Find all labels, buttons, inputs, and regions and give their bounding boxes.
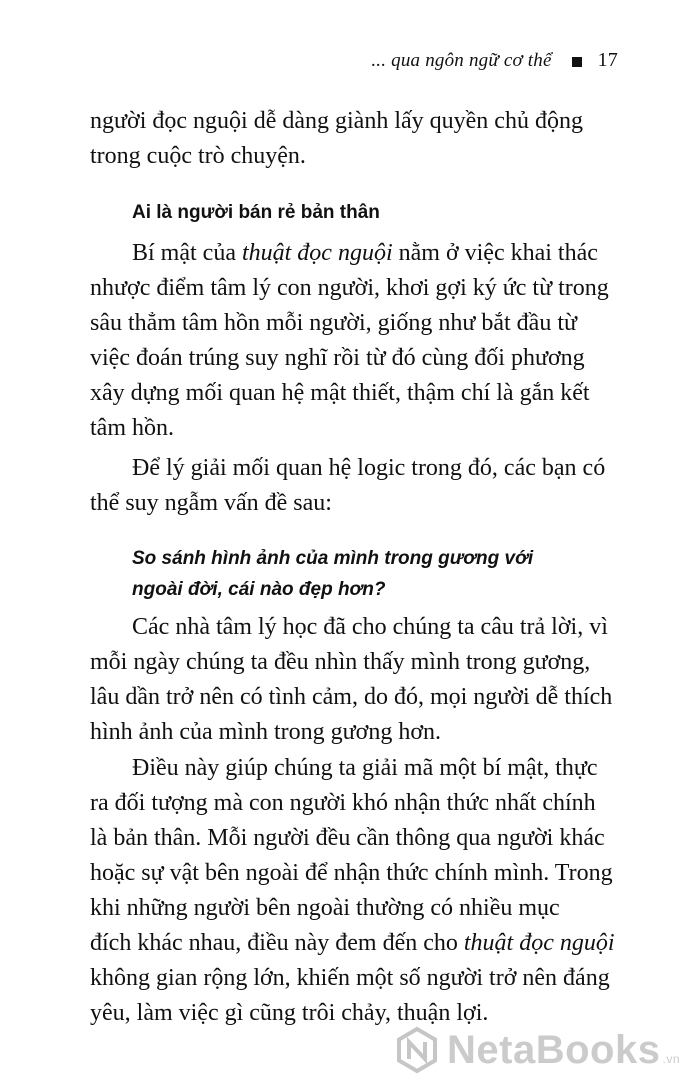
text-line bbox=[90, 236, 620, 271]
question-heading bbox=[132, 543, 533, 605]
running-header bbox=[371, 49, 618, 72]
netabooks-watermark bbox=[393, 1026, 680, 1074]
text-line: ra đối tượng mà con người khó nhận thức nhất chính bbox=[90, 790, 596, 816]
paragraph-3 bbox=[90, 451, 620, 521]
paragraph-5 bbox=[90, 751, 620, 1031]
netabooks-logo-icon bbox=[393, 1026, 441, 1074]
text-line: yêu, làm việc gì cũng trôi chảy, thuận lợi. bbox=[90, 1000, 489, 1026]
text-line: Để lý giải mối quan hệ logic trong đó, các bạn có bbox=[132, 455, 606, 481]
section-heading: Ai là người bán rẻ bản thân bbox=[132, 202, 380, 223]
text-span: Bí mật của bbox=[132, 240, 242, 266]
text-line: việc đoán trúng suy nghĩ rồi từ đó cùng đối phương bbox=[90, 345, 585, 371]
square-bullet-icon bbox=[572, 57, 582, 67]
paragraph-4 bbox=[90, 610, 620, 750]
text-line: lâu dần trở nên có tình cảm, do đó, mọi người dễ thích bbox=[90, 684, 613, 710]
text-span: nằm ở việc khai thác bbox=[392, 240, 598, 266]
text-line: không gian rộng lớn, khiến một số người trở nên đáng bbox=[90, 965, 610, 991]
text-line: nhược điểm tâm lý con người, khơi gợi ký ức từ trong bbox=[90, 275, 609, 301]
text-line: trong cuộc trò chuyện. bbox=[90, 143, 306, 169]
text-line: Điều này giúp chúng ta giải mã một bí mật, thực bbox=[132, 755, 598, 781]
text-line: hình ảnh của mình trong gương hơn. bbox=[90, 719, 442, 745]
paragraph-2 bbox=[90, 236, 620, 446]
paragraph-1 bbox=[90, 104, 620, 174]
italic-term: thuật đọc nguội bbox=[463, 930, 615, 956]
italic-term: thuật đọc nguội bbox=[241, 240, 393, 266]
text-line: tâm hồn. bbox=[90, 415, 174, 441]
watermark-suffix: .vn bbox=[662, 1052, 680, 1066]
text-line: khi những người bên ngoài thường có nhiều mục bbox=[90, 895, 560, 921]
text-span: đích khác nhau, điều này đem đến cho bbox=[90, 930, 464, 956]
page-number: 17 bbox=[597, 49, 618, 71]
text-line: sâu thẳm tâm hồn mỗi người, giống như bắt đầu từ bbox=[90, 310, 577, 336]
text-line: hoặc sự vật bên ngoài để nhận thức chính mình. Trong bbox=[90, 860, 613, 886]
heading-line: ngoài đời, cái nào đẹp hơn? bbox=[132, 579, 386, 600]
chapter-title: ... qua ngôn ngữ cơ thể bbox=[371, 49, 552, 71]
text-line: xây dựng mối quan hệ mật thiết, thậm chí là gắn kết bbox=[90, 380, 590, 406]
text-line: là bản thân. Mỗi người đều cần thông qua người khác bbox=[90, 825, 605, 851]
text-line: thể suy ngẫm vấn đề sau: bbox=[90, 490, 332, 516]
text-line: người đọc nguội dễ dàng giành lấy quyền chủ động bbox=[90, 108, 583, 134]
text-line: Các nhà tâm lý học đã cho chúng ta câu trả lời, vì bbox=[132, 614, 608, 640]
text-line: mỗi ngày chúng ta đều nhìn thấy mình trong gương, bbox=[90, 649, 591, 675]
text-line bbox=[90, 926, 620, 961]
heading-line: So sánh hình ảnh của mình trong gương với bbox=[132, 548, 534, 569]
watermark-brand: NetaBooks bbox=[447, 1027, 661, 1072]
